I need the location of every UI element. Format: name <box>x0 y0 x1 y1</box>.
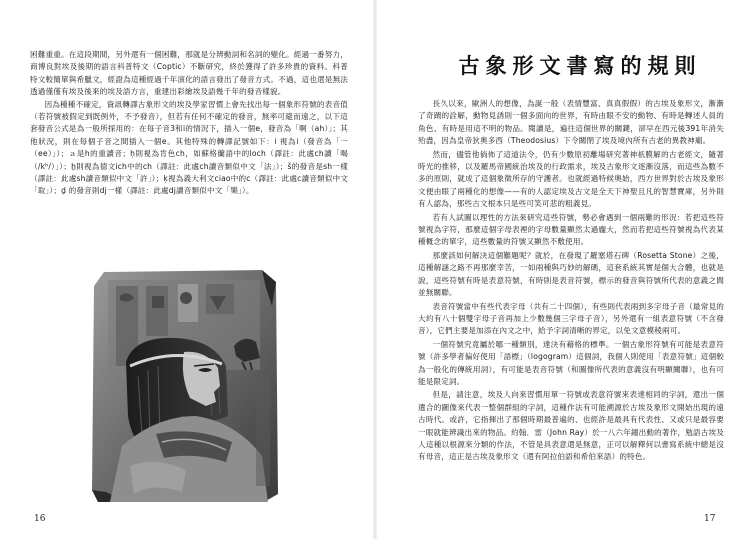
left-paragraph-1: 困難重重。在這段期間，另外還有一個困難，那就是分辨動詞和名詞的變化。經過一番努力，商博良對埃及後期的語言科普特文（Coptic）不斷研究，終於獲得了許多珍貴的資料。科普特文較簡單與希臘文，經證為這種經過千年演化的語言發出了發音方式。不過，這也還是無法透過僅僅有埃及後來的埃及語方言，重建出彩繪埃及語幾千年的發音樣貌。 <box>30 50 348 97</box>
right-paragraph-1: 長久以來，歐洲人的想像，為誕一般（表情豐富、真真假假）的古埃及象形文，漸漸了奇蹟的詮解，動物見誘則一個多面向的世界，有時由眼不安的動物、有時是轉述人員的角色、有時是用這不明的物品。閱讀是，遍往這個世界的關鍵，卻早在西元後391年消失殆盡，因為皇帝狄奧多西（Theodosius）下令關閉了埃及境內所有古老的異教神廟。 <box>418 99 724 146</box>
right-paragraph-2: 然而，儘管他倘佈了這道法令，仍有少數原初離場研究著神祇膜解的古老經文，隨著時光的推移，以及羅馬帝國統治埃及的行政需求，埃及古象形文逐漸沒落，而這些為數不多的原則，就成了這個象徵所存的守護者。也就經過特候奧始，西方世界對於古埃及象形文便由眼了兩種化的想像——有的人認定埃及古文是全天下神聖且凡的智慧寶庫，另外則有人認為，那些古文根本只是些可笑可悲的粗義見。 <box>418 149 724 209</box>
right-paragraph-4: 那麼該如何解決這個難題呢？就於，在發現了羅塞塔石碑（Rosetta Stone）之後，這種解謎之路不再那麼幸苦，一如兩種與巧妙的解碼，這套系統其實是個大合體，也就是說，這些符號有時是表意符號，有時則是表音符號，標示的發音與符號所代表的意義之間並無關聯。 <box>418 250 724 298</box>
page-number-right: 17 <box>704 514 716 524</box>
relief-image <box>86 266 282 506</box>
right-paragraph-7: 但是，請注意，埃及人向來習慣用單一符號或表意符號來表達相同的字詞，還出一個遺合的圖像來代表一整個群組的字詞，這種作法有可能溯源於古埃及象形文開始出現的遠古時代。或許，它指揮出了那個時期最普遍的、也經許是最具有代表性、又或只是最容要一眼就能辨識出來的物品。約翰．雷（John Ray）於一八六年鐘出動的著作，勉語古埃及人這種以根源來分類的作法，不管是具表意還是無意，正可以解釋何以書寫系統中總是沒有母音，這正是古埃及象形文（還有阿拉伯語和希伯來語）的特色。 <box>418 390 724 462</box>
right-paragraph-3: 若有人試圖以理性的方法來研究這些符號，勢必會遇到一個兩難的形況：若把這些符號視為字符，那麼這個字母表裡的字母數量顯然太過龐大，然而若把這些符號視為代表某種概念的單字，這些數量的符號又顯然不敷使用。 <box>418 212 724 247</box>
chapter-title: 古象形文書寫的規則 <box>458 53 702 78</box>
left-body-text <box>30 49 348 198</box>
left-paragraph-2: 因為種種不確定，資訊轉譯古象形文的埃及學家習慣上會先找出每一個象形符號的表音值（若符號被假定到既例外，不予發音），但若有任何不確定的發音，無率可避而遠之，以下這套發音公式是為一般所採用的：在每子音3和i的情況下，插入一個e，發音為「啊（ah）」；其他狀況，則在每個子音之間插入一個e。其他特殊的轉譯記號如下：i 視為i（發音為「一（ee）」）；ａ是h的重讀音；ḥ則視為肯色ch，如蘇格蘭語中的loch（譯註：此處ch讀「喝（/kʰ/）」）；ẖ則視為德文ich中的ch（譯註：此處ch讀音類似中文「法」）；š的發音是sh一樣（譯註：此處sh讀音類似中文「許」）；ḳ視為義大利文ciao中的c（譯註：此處c讀音類似中文「取」）；ḏ 的發音則dj一樣（譯註：此處dj讀音類似中文「樂」）。 <box>30 99 348 196</box>
right-paragraph-6: 一個符號究竟屬於哪一種類別，達決有藉格的標準。一個古象形符號有可能是表意符號（許多學者偏好使用「語標」（logogram）這個詞，我個人則使用「表意符號」這個較為一般化的傳統用詞），有可能是表音符號（和圖像所代表的意義沒有明顯關聯），也有可能是限定詞。 <box>418 339 724 386</box>
page-number-left: 16 <box>34 514 46 524</box>
right-page <box>375 0 750 539</box>
right-paragraph-5: 表音符號當中有些代表字母（共有二十四個），有些則代表兩到多字母子音（最常見的大約有八十個雙字母子音再加上少數幾個三字母子音），另外還有一組表意符號（不含發音），它們主要是加添在內文之中，給予字詞清晰的界定，以免文意模稜兩可。 <box>418 301 724 336</box>
right-body-text <box>418 98 724 465</box>
egyptian-relief-icon <box>86 266 282 506</box>
